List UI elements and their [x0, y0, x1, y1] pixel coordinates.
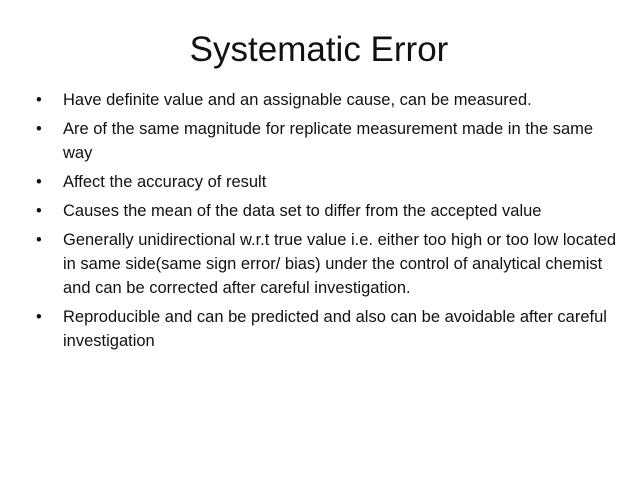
bullet-text: Are of the same magnitude for replicate measurement made in the same way	[63, 120, 594, 162]
bullet-text: Generally unidirectional w.r.t true value i.e. either too high or too low located in same side(same sign error/ bias) under the control of analytical chemist and can be corrected after careful investigation.	[63, 231, 617, 297]
bullet-text: Have definite value and an assignable cause, can be measured.	[63, 91, 532, 109]
bullet-item	[36, 199, 618, 223]
slide-title: Systematic Error	[189, 30, 449, 69]
bullet-text: Causes the mean of the data set to differ from the accepted value	[63, 202, 542, 220]
bullet-list	[36, 88, 618, 358]
bullet-item	[36, 88, 618, 112]
bullet-item	[36, 228, 618, 300]
bullet-item	[36, 117, 618, 165]
bullet-item	[36, 170, 618, 194]
bullet-icon: •	[36, 173, 42, 191]
bullet-icon: •	[36, 91, 42, 109]
bullet-text: Affect the accuracy of result	[63, 173, 267, 191]
bullet-icon: •	[36, 231, 42, 249]
bullet-icon: •	[36, 120, 42, 138]
bullet-icon: •	[36, 202, 42, 220]
bullet-item	[36, 305, 618, 353]
bullet-text: Reproducible and can be predicted and also can be avoidable after careful investigation	[63, 308, 607, 350]
bullet-icon: •	[36, 308, 42, 326]
